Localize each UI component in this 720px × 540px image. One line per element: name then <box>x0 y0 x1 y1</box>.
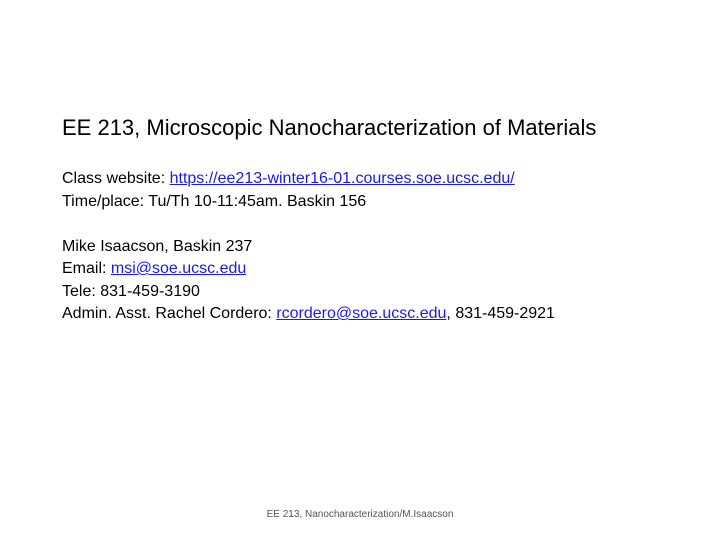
admin-label: Admin. Asst. Rachel Cordero: <box>62 305 277 322</box>
spacer <box>62 213 555 236</box>
slide-title: EE 213, Microscopic Nanocharacterization of Materials <box>62 115 597 140</box>
website-link[interactable]: https://ee213-winter16-01.courses.soe.ucsc.edu/ <box>169 170 515 187</box>
admin-phone: , 831-459-2921 <box>446 305 555 322</box>
telephone: Tele: 831-459-3190 <box>62 282 200 300</box>
time-place: Time/place: Tu/Th 10-11:45am. Baskin 156 <box>62 192 367 210</box>
slide-body <box>62 168 555 326</box>
admin-line <box>62 303 555 326</box>
email-line <box>62 258 555 281</box>
email-label: Email: <box>62 260 111 277</box>
slide-footer: EE 213, Nanocharacterization/M.Isaacson <box>266 509 454 520</box>
instructor: Mike Isaacson, Baskin 237 <box>62 237 253 255</box>
admin-email-link[interactable]: rcordero@soe.ucsc.edu <box>276 305 447 322</box>
website-line <box>62 168 555 191</box>
email-link[interactable]: msi@soe.ucsc.edu <box>110 260 247 277</box>
website-label: Class website: <box>62 170 170 187</box>
